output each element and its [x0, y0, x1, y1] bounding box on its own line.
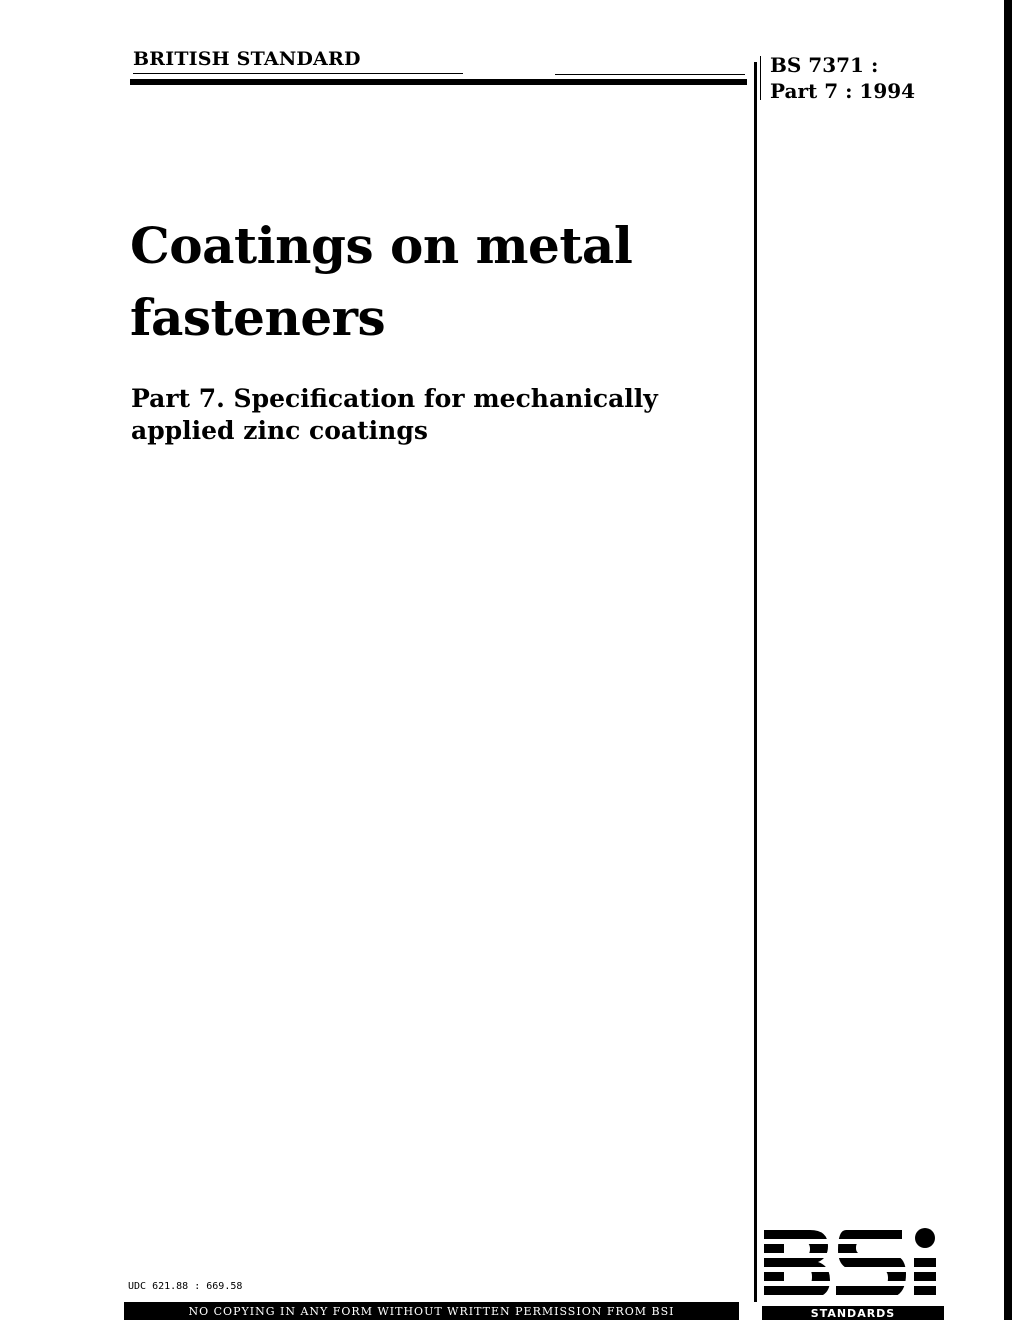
- title-line-1: Coatings on metal: [130, 216, 633, 275]
- title-line-2: fasteners: [130, 288, 386, 347]
- header-vertical-rule: [760, 56, 761, 100]
- subtitle-line-2: applied zinc coatings: [131, 416, 428, 445]
- standard-number: [770, 52, 915, 104]
- standard-number-line2: Part 7 : 1994: [770, 79, 916, 103]
- subtitle-line-1: Part 7. Specification for mechanically: [131, 384, 658, 413]
- bsi-logo-mark: [762, 1228, 944, 1304]
- header-rule-thick: [130, 79, 747, 85]
- column-divider: [754, 62, 757, 1302]
- copyright-banner: NO COPYING IN ANY FORM WITHOUT WRITTEN PERMISSION FROM BSI: [124, 1302, 739, 1320]
- document-subtitle: [131, 383, 731, 447]
- document-title: [130, 210, 730, 354]
- bsi-logo: [762, 1228, 944, 1320]
- page-edge: [1004, 0, 1012, 1320]
- header-rule-thin-right: [555, 74, 745, 75]
- standard-number-line1: BS 7371 :: [770, 53, 879, 77]
- header-rule-thin: [133, 73, 463, 74]
- udc-code: UDC 621.88 : 669.58: [128, 1281, 243, 1292]
- series-label: BRITISH STANDARD: [133, 48, 361, 70]
- bsi-logo-caption: STANDARDS: [762, 1306, 944, 1320]
